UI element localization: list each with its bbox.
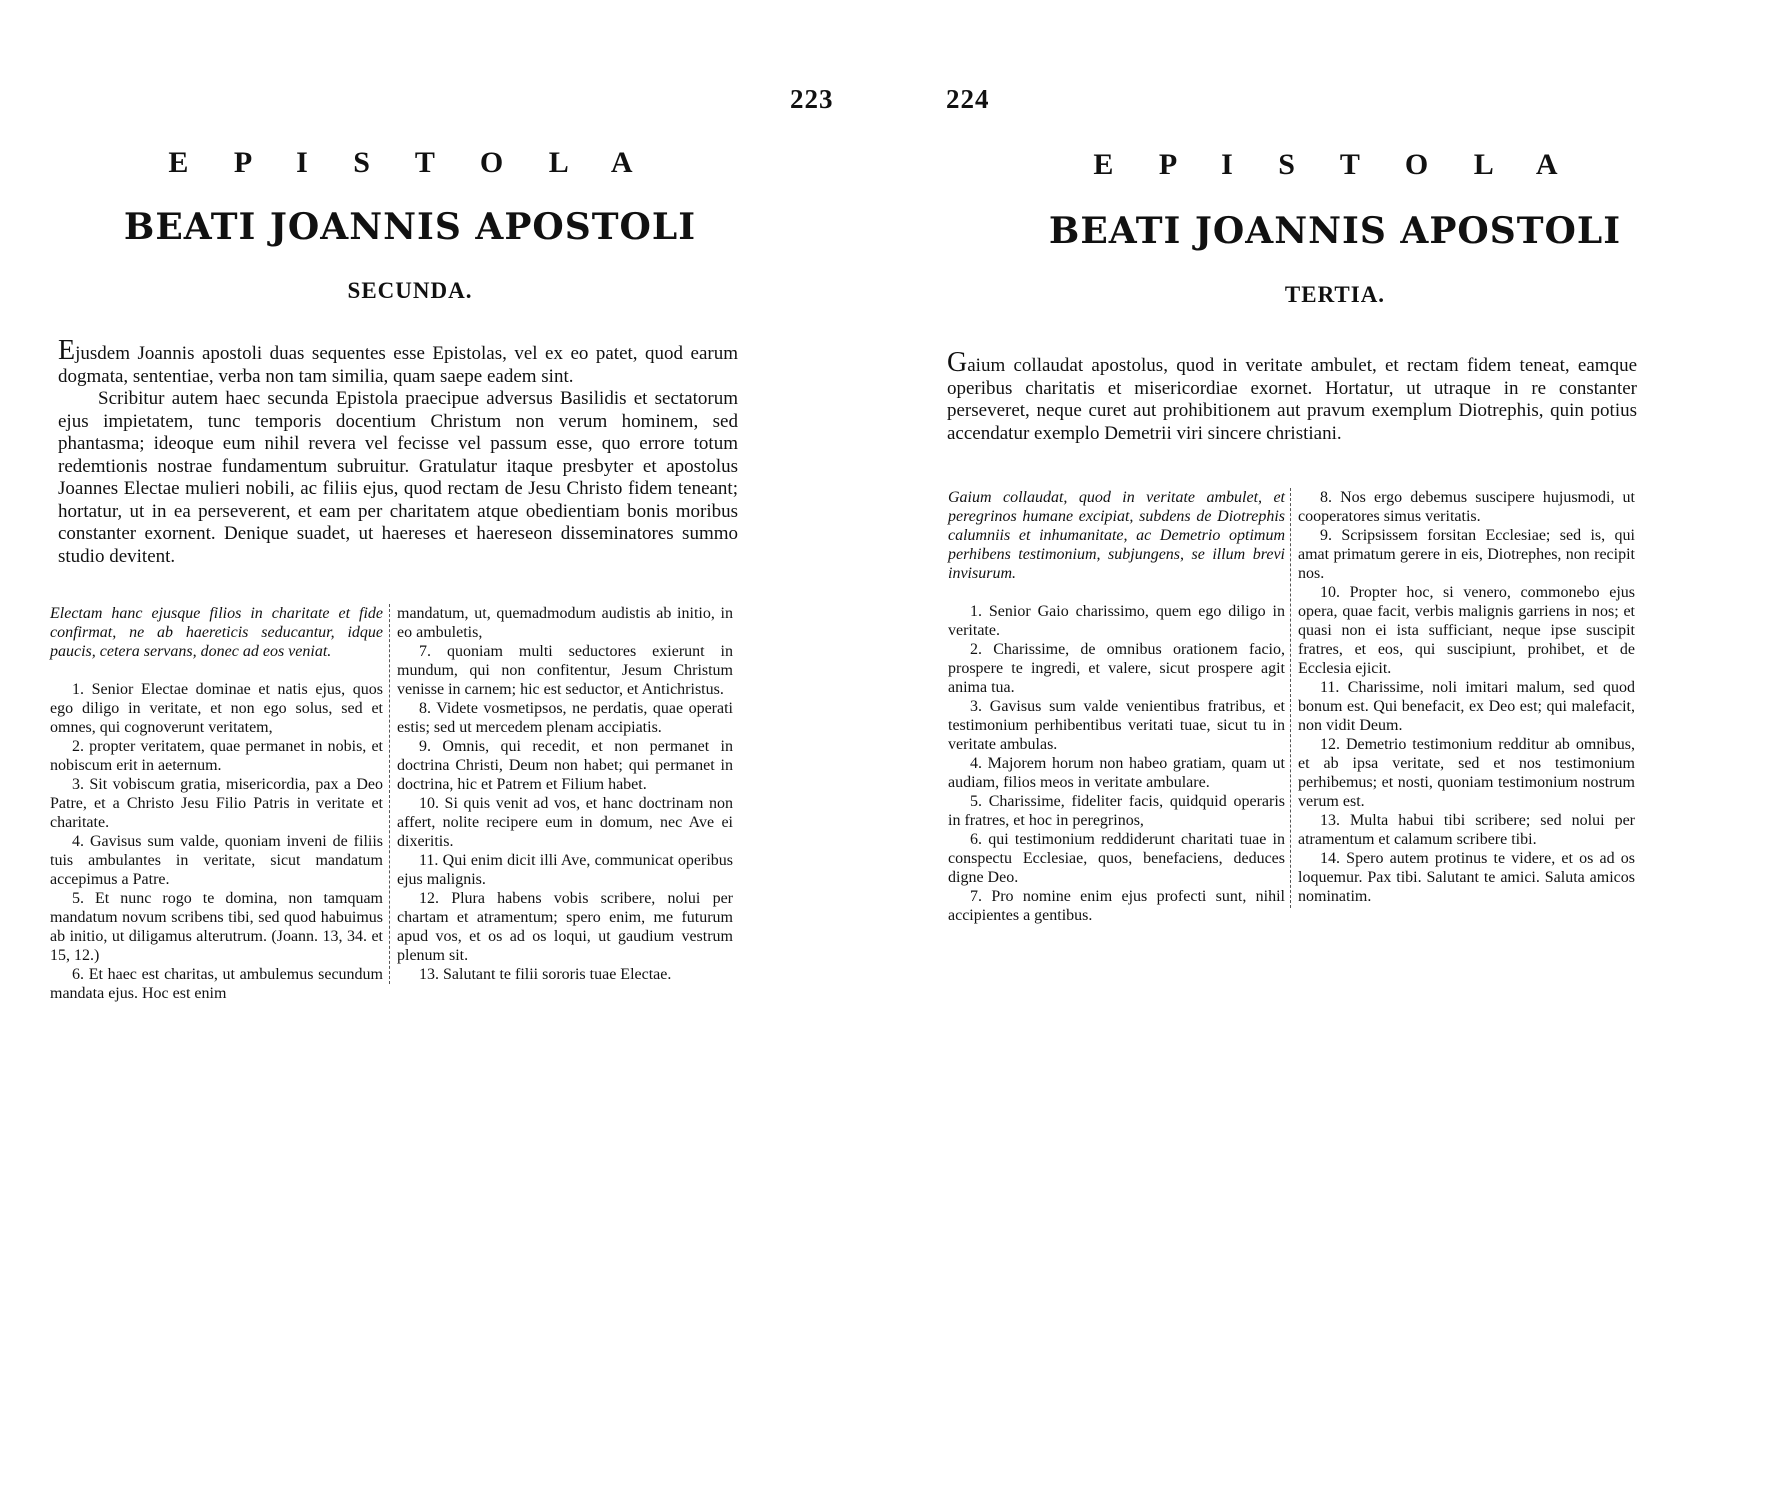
epistle-subtitle: SECUNDA.: [347, 278, 473, 303]
verse: 13. Multa habui tibi scribere; sed nolui per atramentum et calamum scribere tibi.: [1298, 812, 1635, 848]
verse: 1. Senior Gaio charissimo, quem ego diligo in veritate.: [948, 603, 1285, 639]
verse: 12. Demetrio testimonium redditur ab omnibus, et ab ipsa veritate, sed et nos testimonium perhibemus; et nosti, quoniam testimonium nostrum verum est.: [1298, 736, 1635, 810]
verse: 5. Et nunc rogo te domina, non tamquam mandatum novum scribens tibi, sed quod habuimus ab initio, ut diligamus alterutrum. (Joann. 13, 34. et 15, 12.): [50, 890, 383, 964]
verse: 1. Senior Electae dominae et natis ejus, quos ego diligo in veritate, et non ego solus, sed et omnes, qui cognoverunt veritatem,: [50, 681, 383, 736]
epistle-title: BEATI JOANNIS APOSTOLI: [123, 206, 697, 248]
column-divider: [1290, 488, 1291, 908]
verse: 10. Si quis venit ad vos, et hanc doctrinam non affert, nolite recipere eum in domum, nec Ave ei dixeritis.: [397, 795, 733, 850]
text-column-right: [1298, 488, 1635, 906]
verse: 5. Charissime, fideliter facis, quidquid operaris in fratres, et hoc in peregrinos,: [948, 793, 1285, 829]
epistola-heading: E P I S T O L A: [1093, 148, 1577, 181]
intro-paragraph: Ejusdem Joannis apostoli duas sequentes esse Epistolas, vel ex eo patet, quod earum dogmata, sententiae, verba non tam similia, quam saepe eadem sint.: [58, 335, 738, 387]
verse: 13. Salutant te filii sororis tuae Electae.: [419, 966, 672, 983]
epistle-subtitle: TERTIA.: [1284, 282, 1386, 307]
verse: 8. Nos ergo debemus suscipere hujusmodi, ut cooperatores simus veritatis.: [1298, 489, 1635, 525]
verse: mandatum, ut, quemadmodum audistis ab initio, in eo ambuletis,: [397, 605, 733, 641]
text-column-left: [948, 488, 1285, 925]
verse: 3. Gavisus sum valde venientibus fratribus, et testimonium perhibentibus veritati tuae, sicut tu in veritate ambulas.: [948, 698, 1285, 753]
verse: 12. Plura habens vobis scribere, nolui per chartam et atramentum; spero enim, me futurum apud vos, et os ad os loqui, ut gaudium vestrum plenum sit.: [397, 890, 733, 964]
text-column-right: [397, 604, 733, 984]
verse: 3. Sit vobiscum gratia, misericordia, pax a Deo Patre, et a Christo Jesu Filio Patris in veritate et charitate.: [50, 776, 383, 831]
verse: 11. Qui enim dicit illi Ave, communicat operibus ejus malignis.: [397, 852, 733, 888]
verse: 9. Omnis, qui recedit, et non permanet in doctrina Christi, Deum non habet; qui permanet in doctrina, hic et Patrem et Filium habet.: [397, 738, 733, 793]
text-column-left: [50, 604, 383, 1003]
verse: 6. qui testimonium reddiderunt charitati tuae in conspectu Ecclesiae, quos, benefaciens, deduces digne Deo.: [948, 831, 1285, 886]
verse: 4. Gavisus sum valde, quoniam inveni de filiis tuis ambulantes in veritate, sicut mandatum accepimus a Patre.: [50, 833, 383, 888]
verse: 8. Videte vosmetipsos, ne perdatis, quae operati estis; sed ut mercedem plenam accipiatis.: [397, 700, 733, 736]
chapter-summary: Electam hanc ejusque filios in charitate et fide confirmat, ne ab haereticis seducantur, idque paucis, cetera servans, donec ad eos veniat.: [50, 605, 383, 660]
verse: 9. Scripsissem forsitan Ecclesiae; sed is, qui amat primatum gerere in eis, Diotrephes, non recipit nos.: [1298, 527, 1635, 582]
verse: 6. Et haec est charitas, ut ambulemus secundum mandata ejus. Hoc est enim: [50, 966, 383, 1002]
epistola-heading: E P I S T O L A: [168, 146, 652, 179]
verse: 10. Propter hoc, si venero, commonebo ejus opera, quae facit, verbis malignis garriens in nos; et quasi non ei ista sufficiant, neque ipse suscipit fratres, et eos, qui suscipiunt, prohibet, et de Ecclesia ejicit.: [1298, 584, 1635, 677]
verse: 14. Spero autem protinus te videre, et os ad os loquemur. Pax tibi. Salutant te amici. Saluta amicos nominatim.: [1298, 850, 1635, 905]
right-page: [890, 0, 1780, 1500]
page-number: 224: [946, 84, 990, 114]
epistle-title: BEATI JOANNIS APOSTOLI: [1048, 210, 1622, 252]
intro-argument: [947, 347, 1637, 445]
verse: 2. Charissime, de omnibus orationem facio, prospere te ingredi, et valere, sicut prospere agit anima tua.: [948, 641, 1285, 696]
intro-paragraph: Gaium collaudat apostolus, quod in veritate ambulet, et rectam fidem teneat, eamque operibus charitatis et misericordiae exornet. Hortatur, ut utraque in re constanter perseveret, neque curet aut prohibitionem aut pravum exemplum Diotrephis, quin potius accendatur exemplo Demetrii viri sincere christiani.: [947, 347, 1637, 444]
verse: 11. Charissime, noli imitari malum, sed quod bonum est. Qui benefacit, ex Deo est; qui malefacit, non vidit Deum.: [1298, 679, 1635, 734]
chapter-summary: Gaium collaudat, quod in veritate ambulet, et peregrinos humane excipiat, subdens de Diotrephis calumniis et inhumanitate, ac Demetrio optimum perhibens testimonium, subjungens, se illum brevi invisurum.: [948, 489, 1285, 582]
verse: 7. Pro nomine enim ejus profecti sunt, nihil accipientes a gentibus.: [948, 888, 1285, 924]
column-divider: [389, 604, 390, 984]
page-number: 223: [790, 84, 834, 114]
verse: 4. Majorem horum non habeo gratiam, quam ut audiam, filios meos in veritate ambulare.: [948, 755, 1285, 791]
verse: 2. propter veritatem, quae permanet in nobis, et nobiscum erit in aeternum.: [50, 738, 383, 774]
verse: 7. quoniam multi seductores exierunt in mundum, qui non confitentur, Jesum Christum venisse in carnem; hic est seductor, et Antichristus.: [397, 643, 733, 698]
intro-argument: [58, 335, 738, 568]
intro-paragraph: Scribitur autem haec secunda Epistola praecipue adversus Basilidis et sectatorum ejus impietatem, tunc temporis docentium Christum non verum hominem, sed phantasma; ideoque eum nihil revera vel fecisse vel passum esse, quo errore totum redemtionis nostrae fundamentum subruitur. Gratulatur itaque presbyter et apostolus Joannes Electae mulieri nobili, ac filiis ejus, quod rectam de Jesu Christo fidem teneant; hortatur, ut in ea perseverent, et eam per charitatem atque obedientiam bonis moribus constanter exornent. Denique suadet, ut haereses et haereseon disseminatores summo studio devitent.: [58, 388, 738, 567]
